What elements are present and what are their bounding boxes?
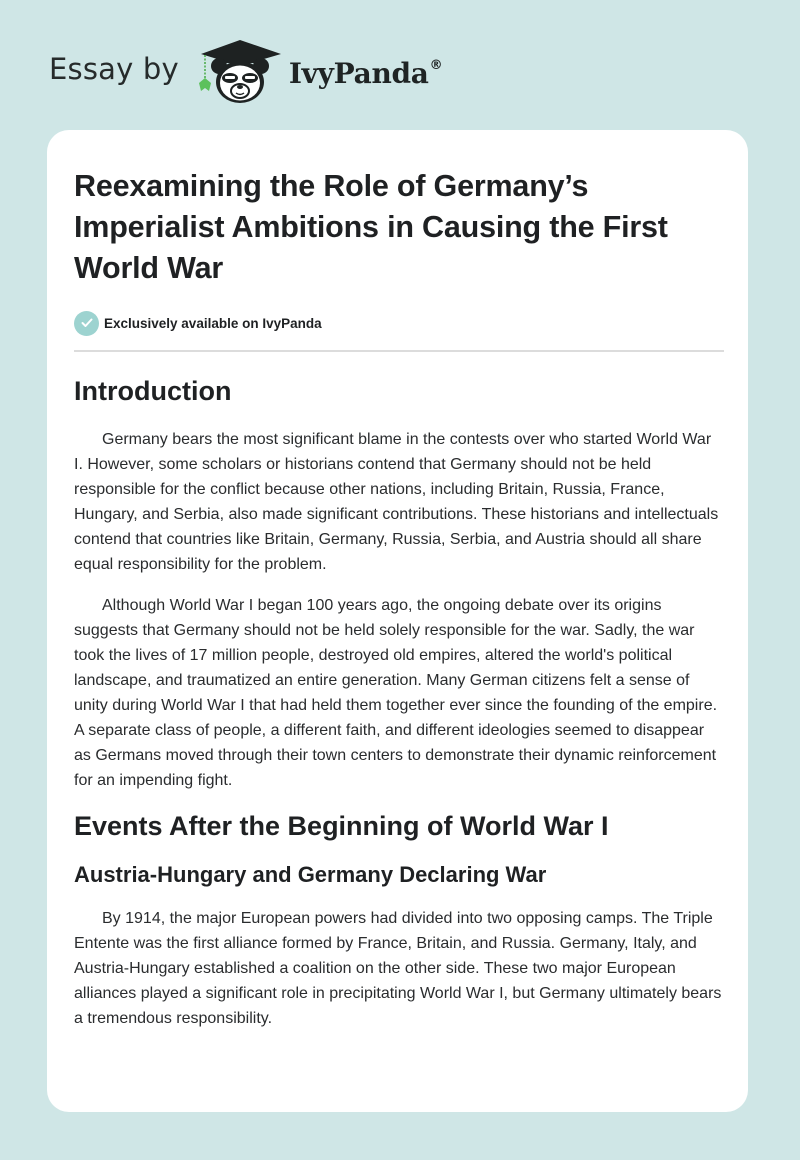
site-header <box>0 0 800 130</box>
panda-graduation-cap-icon <box>197 36 283 106</box>
exclusive-badge <box>74 310 724 336</box>
essay-content <box>74 166 724 1031</box>
check-circle-icon <box>74 311 99 336</box>
brand-name: IvyPanda® <box>288 56 443 90</box>
brand-logo-link[interactable] <box>49 36 442 106</box>
paragraph: By 1914, the major European powers had divided into two opposing camps. The Triple Entente was the first alliance formed by France, Britain, and Russia. Germany, Italy, and Austria-Hungary established a coalition on the other side. These two major European alliances played a significant role in precipitating World War I, but Germany ultimately bears a tremendous responsibility. <box>74 910 722 1027</box>
section-heading-introduction: Introduction <box>74 376 232 406</box>
subsection-heading-declaring-war: Austria-Hungary and Germany Declaring War <box>74 862 547 887</box>
exclusive-badge-text: Exclusively available on IvyPanda <box>104 315 322 331</box>
essay-card <box>47 130 748 1112</box>
title-divider <box>74 350 724 352</box>
essay-by-label: Essay by <box>49 52 179 86</box>
essay-title: Reexamining the Role of Germany’s Imperialist Ambitions in Causing the First World War <box>74 169 668 285</box>
paragraph: Germany bears the most significant blame in the contests over who started World War I. However, some scholars or historians contend that Germany should not be held responsible for the conflict because other nations, including Britain, Russia, France, Hungary, and Serbia, also made significant contributions. These historians and intellectuals contend that countries like Britain, Germany, Russia, Serbia, and Austria should all share equal responsibility for the problem. <box>74 431 719 573</box>
paragraph: Although World War I began 100 years ago, the ongoing debate over its origins suggests that Germany should not be held solely responsible for the war. Sadly, the war took the lives of 17 million people, destroyed old empires, altered the world's political landscape, and traumatized an entire generation. Many German citizens felt a sense of unity during World War I that had held them together ever since the founding of the empire. A separate class of people, a different faith, and different ideologies seemed to disappear as Germans moved through their town centers to demonstrate their dynamic reinforcement for an impending fight. <box>74 597 718 789</box>
section-heading-events: Events After the Beginning of World War I <box>74 811 609 841</box>
